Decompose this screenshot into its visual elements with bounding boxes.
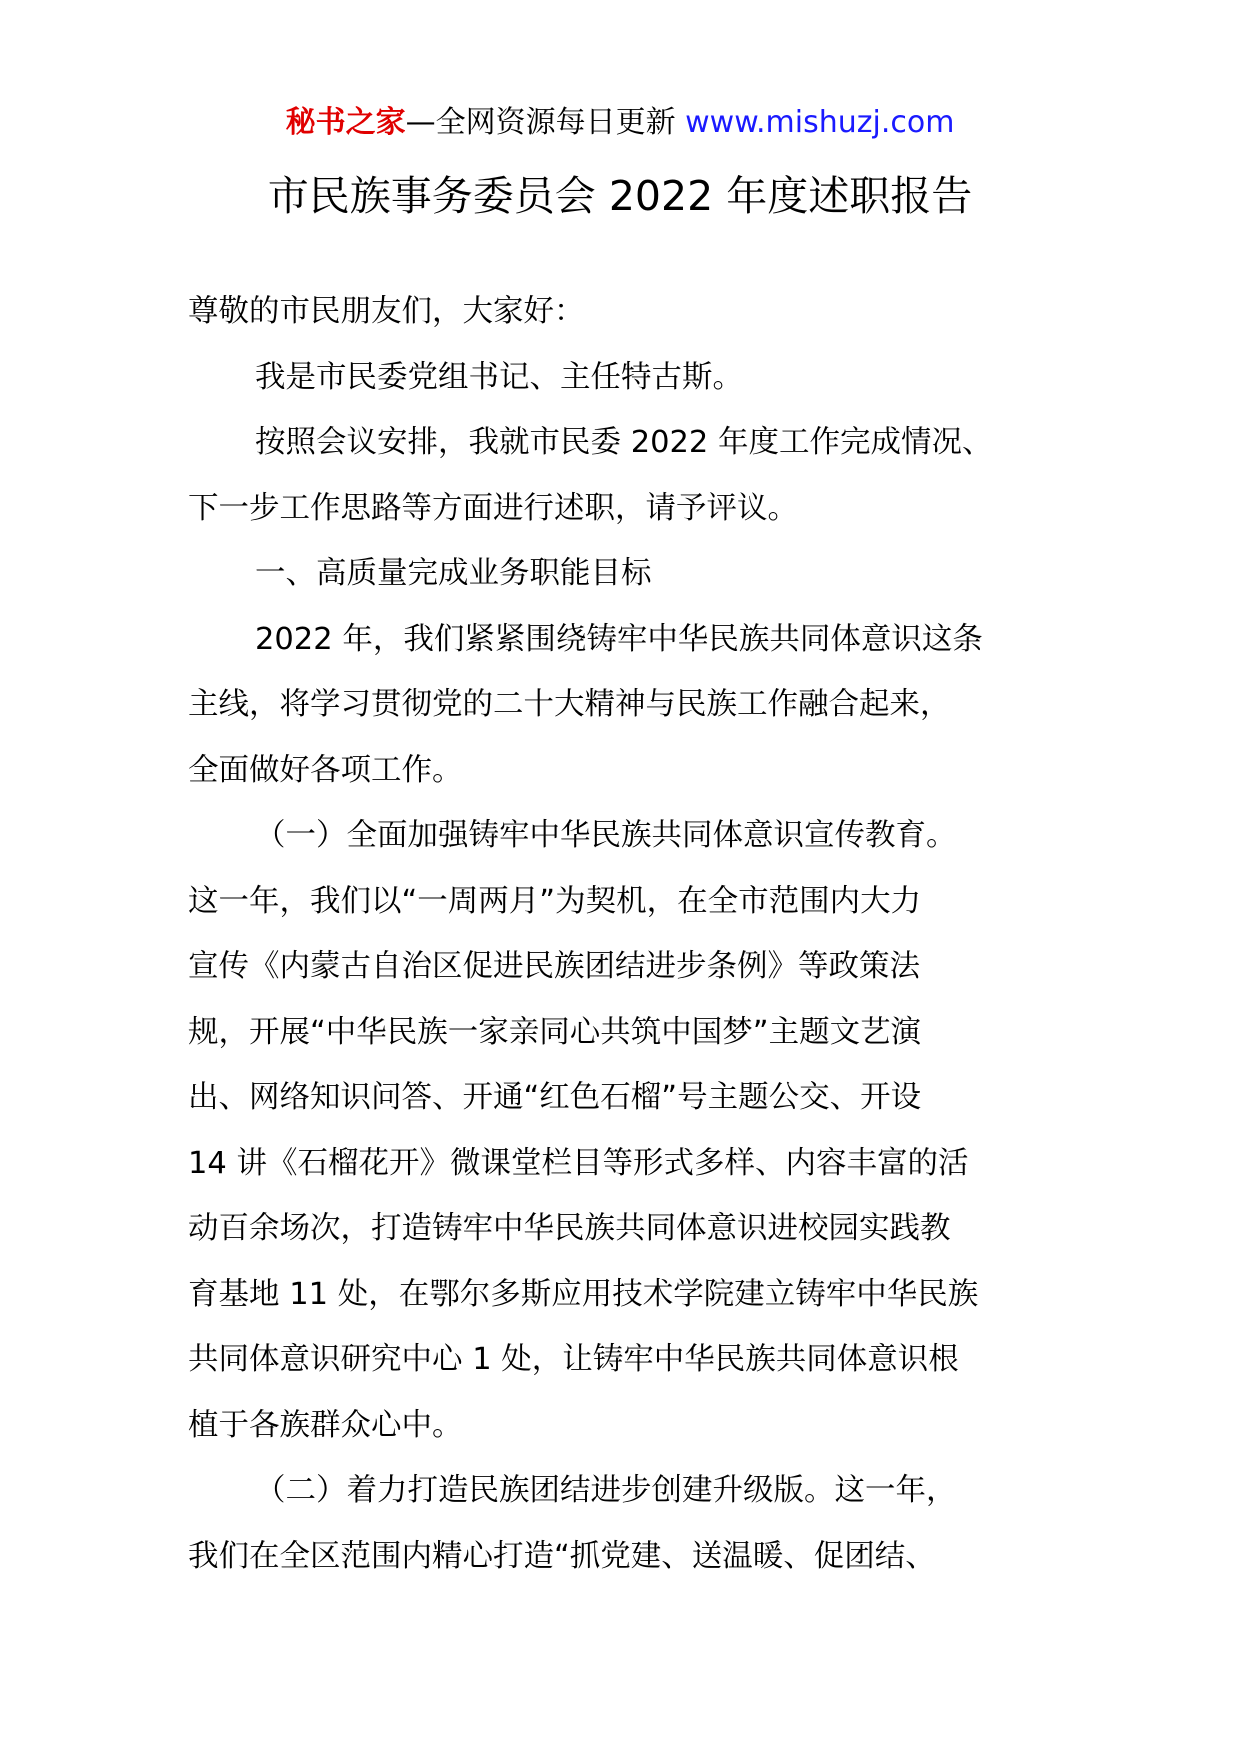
watermark-url-link[interactable]: www.mishuzj.com (685, 105, 955, 140)
paragraph-line: 下一步工作思路等方面进行述职，请予评议。 (188, 490, 798, 526)
paragraph-line: 我们在全区范围内精心打造“抓党建、送温暖、促团结、 (188, 1538, 936, 1574)
paragraph-line: 按照会议安排，我就市民委 2022 年度工作完成情况、 (255, 425, 993, 460)
paragraph-line: 植于各族群众心中。 (188, 1407, 463, 1443)
paragraph-line: 14 讲《石榴花开》微课堂栏目等形式多样、内容丰富的活 (188, 1145, 969, 1181)
paragraph-line: 规，开展“中华民族一家亲同心共筑中国梦”主题文艺演 (188, 1014, 922, 1050)
watermark-brand: 秘书之家 (285, 105, 406, 140)
paragraph-line: 这一年，我们以“一周两月”为契机，在全市范围内大力 (188, 883, 922, 919)
document-title: 市民族事务委员会 2022 年度述职报告 (267, 172, 973, 220)
paragraph-line: 共同体意识研究中心 1 处，让铸牢中华民族共同体意识根 (188, 1342, 959, 1377)
paragraph-line: 全面做好各项工作。 (188, 752, 463, 788)
paragraph-line: 动百余场次，打造铸牢中华民族共同体意识进校园实践教 (188, 1211, 951, 1246)
subsection-heading-line: （一）全面加强铸牢中华民族共同体意识宣传教育。 (255, 818, 957, 853)
paragraph-line: 宣传《内蒙古自治区促进民族团结进步条例》等政策法 (188, 949, 920, 984)
paragraph-line: 出、网络知识问答、开通“红色石榴”号主题公交、开设 (188, 1080, 922, 1115)
document-body (188, 290, 1058, 1600)
paragraph-line: 育基地 11 处，在鄂尔多斯应用技术学院建立铸牢中华民族 (188, 1276, 979, 1312)
watermark-slogan: —全网资源每日更新 (405, 105, 676, 140)
paragraph-line: 我是市民委党组书记、主任特古斯。 (255, 359, 743, 395)
section-heading: 一、高质量完成业务职能目标 (255, 556, 652, 591)
paragraph-line: 2022 年，我们紧紧围绕铸牢中华民族共同体意识这条 (255, 621, 983, 657)
paragraph-line: 主线，将学习贯彻党的二十大精神与民族工作融合起来， (188, 687, 951, 722)
subsection-heading-line: （二）着力打造民族团结进步创建升级版。这一年， (255, 1473, 957, 1508)
salutation-line: 尊敬的市民朋友们，大家好： (188, 294, 585, 329)
watermark-header (0, 103, 1240, 143)
